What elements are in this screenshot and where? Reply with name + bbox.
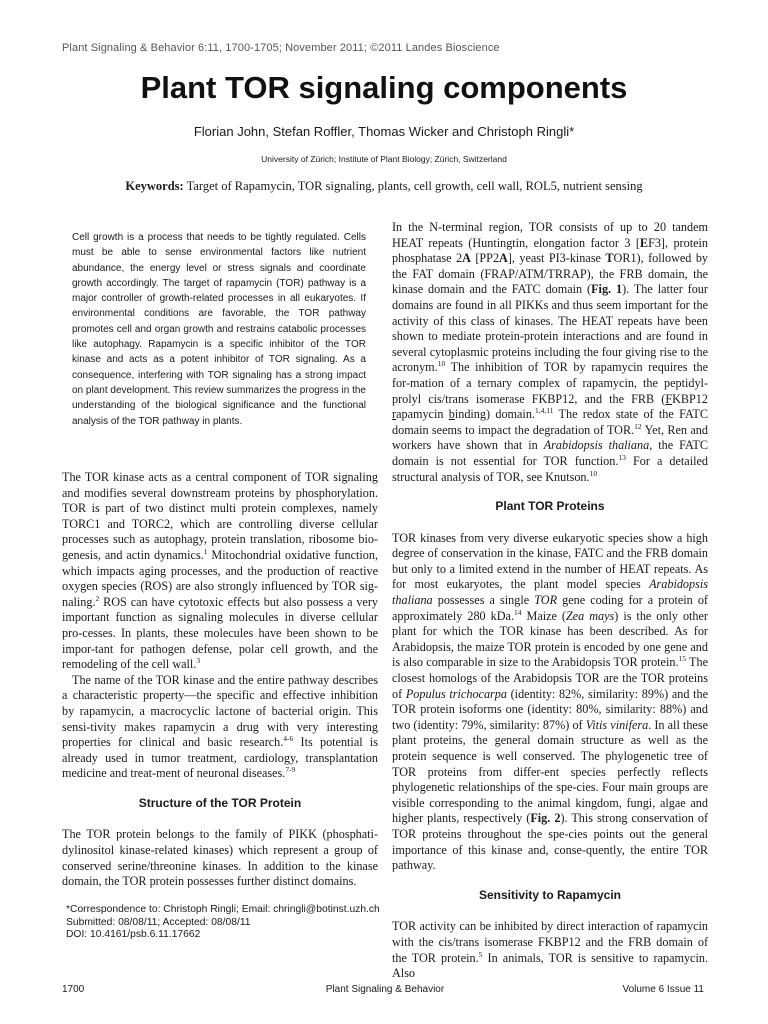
- reference-mark: 13: [618, 452, 626, 462]
- affiliation: University of Zürich; Institute of Plant Biology; Zürich, Switzerland: [261, 154, 507, 164]
- page-number: 1700: [62, 984, 85, 995]
- reference-mark: 1: [203, 546, 208, 556]
- left-column: [62, 470, 378, 890]
- plant-tor-paragraph: TOR kinases from very diverse eukaryotic species show a high degree of conservation in the kinase, FATC and the FRB domain but only to a limited extend in the number of HEAT repeats. As for most eukaryotes, the plant model species Arabidopsis thaliana possesses a single TOR gene coding for a protein of approximately 280 kDa.$^{14}$ Maize (Zea mays) is the only other plant for which the TOR kinase has been described. As for Arabidopsis, the maize TOR protein is encoded by one gene and is also comparable in size to the Arabidopsis TOR protein.$^{15}$ The closest homologs of the Arabidopsis TOR are the TOR proteins of Populus trichocarpa (identity: 82%, similarity: 89%) and the TOR protein isoforms one (identity: 80%, similarity: 88%) and two (identity: 79%, similarity: 87%) of Vitis vinifera. In all these plant proteins, the general domain structure as well as the protein sequence is well conserved. The phylogenetic tree of TOR proteins from differ-ent species perfectly reflects phylogenetic relationships of the spe-cies. Four main groups are visible corresponding to the animal kingdom, fungi, algae and higher plants, respectively (Fig. 2). This strong conservation of TOR proteins throughout the spe-cies points out the general importance of this kinase and, conse-quently, the entire TOR pathway.: [392, 530, 708, 873]
- correspondence-line: *Correspondence to: Christoph Ringli; Email: chringli@botinst.uzh.ch: [66, 904, 380, 915]
- right-column: [392, 220, 708, 982]
- reference-mark: 10: [589, 468, 598, 478]
- keywords-text: Target of Rapamycin, TOR signaling, plants, cell growth, cell wall, ROL5, nutrient sensing: [186, 179, 643, 193]
- keywords-line: [0, 179, 768, 194]
- structure-paragraph: The TOR protein belongs to the family of PIKK (phosphati-dylinositol kinase-related kinases) which represent a group of conserved serine/threonine kinases. In addition to the kinase domain, the TOR protein possesses further distinct domains.: [62, 827, 378, 889]
- reference-mark: 5: [478, 949, 483, 959]
- reference-mark: 4-6: [283, 734, 294, 744]
- intro-paragraph: The TOR kinase acts as a central component of TOR signaling and modifies several downstream proteins by phosphorylation. TOR is part of two distinct multi protein complexes, namely TORC1 and TORC2, which are controlling diverse cellular processes such as autophagy, protein translation, ribosome bio-genesis, and actin dynamics.$^1$ Mitochondrial oxidative function, which impacts aging processes, and the production of reactive oxygen species (ROS) are also strongly influenced by TOR sig-naling.$^2$ ROS can have cytotoxic effects but also possess a very important function as signaling molecules in diverse cellular pro-cesses. In plants, these molecules have been shown to be impor-tant for pathogen defense, polar cell growth, and the remodeling of the cell wall.$^3$: [62, 470, 378, 672]
- reference-mark: 14: [514, 607, 522, 617]
- rapamycin-paragraph: TOR activity can be inhibited by direct interaction of rapamycin with the cis/trans isomerase FKBP12 and the FRB domain of the TOR protein.$^5$ In animals, TOR is sensitive to rapamycin. Also: [392, 919, 708, 981]
- author-list: Florian John, Stefan Roffler, Thomas Wicker and Christoph Ringli*: [193, 124, 575, 139]
- figure-1-reference[interactable]: Fig. 1: [591, 282, 623, 297]
- article-title: Plant TOR signaling components: [140, 70, 628, 105]
- reference-mark: 12: [634, 421, 642, 431]
- rapamycin-intro-paragraph: The name of the TOR kinase and the entire pathway describes a characteristic property—the specific and effective inhibition by rapamycin, a macrocyclic lactone of bacterial origin. This sensi-tivity makes rapamycin a drug with very interesting properties for clinical and basic research.$^{4-6}$ Its potential is already used in tumor treatment, cardiology, transplantation medicine and treat-ment of neuronal diseases.$^{7-9}$: [62, 672, 378, 781]
- submission-dates: Submitted: 08/08/11; Accepted: 08/08/11: [66, 916, 251, 928]
- footer-volume: Volume 6 Issue 11: [622, 984, 704, 995]
- section-heading-rapamycin: Sensitivity to Rapamycin: [478, 887, 622, 902]
- page-footer: [62, 984, 708, 998]
- reference-mark: 10: [437, 359, 446, 369]
- journal-citation-line: Plant Signaling & Behavior 6:11, 1700-1705; November 2011; ©2011 Landes Bioscience: [62, 42, 500, 54]
- reference-mark: 3: [196, 656, 201, 666]
- domains-paragraph: In the N-terminal region, TOR consists of up to 20 tandem HEAT repeats (Huntingtin, elongation factor 3 [EF3], protein phosphatase 2A [PP2A], yeast PI3-kinase TOR1), followed by the FAT domain (FRAP/ATM/TRRAP), the FRB domain, the kinase domain and the FATC domain (Fig. 1). The latter four domains are found in all PIKKs and thus seem important for the activity of this class of kinases. The HEAT repeats have been shown to mediate protein-protein interactions and are found in several cytoplasmic proteins including the four giving rise to the acronym.$^{10}$ The inhibition of TOR by rapamycin requires the for-mation of a ternary complex of rapamycin, the peptidyl-prolyl cis/trans isomerase FKBP12, and the FRB (FKBP12 rapamycin binding) domain.$^{1,4,11}$ The redox state of the FATC domain seems to impact the degradation of TOR.$^{12}$ Yet, Ren and workers have shown that in Arabidopsis thaliana, the FATC domain is not essential for TOR function.$^{13}$ For a detailed structural analysis of TOR, see Knutson.$^{10}$: [392, 220, 709, 484]
- keywords-label: Keywords:: [125, 179, 184, 193]
- section-heading-plant-tor: Plant TOR Proteins: [495, 499, 605, 514]
- reference-mark: 2: [95, 593, 100, 603]
- doi-line: DOI: 10.4161/psb.6.11.17662: [66, 929, 201, 940]
- reference-mark: 7-9: [285, 765, 296, 775]
- correspondence-footnote: [66, 904, 386, 942]
- reference-mark: 15: [678, 654, 686, 664]
- reference-mark: 1,4,11: [534, 406, 554, 416]
- footer-journal-name: Plant Signaling & Behavior: [325, 984, 445, 995]
- section-heading-structure: Structure of the TOR Protein: [138, 795, 302, 810]
- abstract: Cell growth is a process that needs to be tightly regulated. Cells must be able to sense environmental factors like nutrient abundance, the energy level or stress signals and coordinate growth accordingly. The target of rapamycin (TOR) pathway is a major controller of growth-related processes in all eukaryotes. If environmental conditions are favorable, the TOR pathway promotes cell and organ growth and restrains catabolic processes like autophagy. Rapamycin is a specific inhibitor of the TOR kinase and acts as a potent inhibitor of TOR signaling. As a consequence, interfering with TOR signaling has a strong impact on plant development. This review summarizes the progress in the understanding of the biological significance and the functional analysis of the TOR pathway in plants.: [72, 232, 366, 427]
- figure-2-reference[interactable]: Fig. 2: [530, 811, 561, 826]
